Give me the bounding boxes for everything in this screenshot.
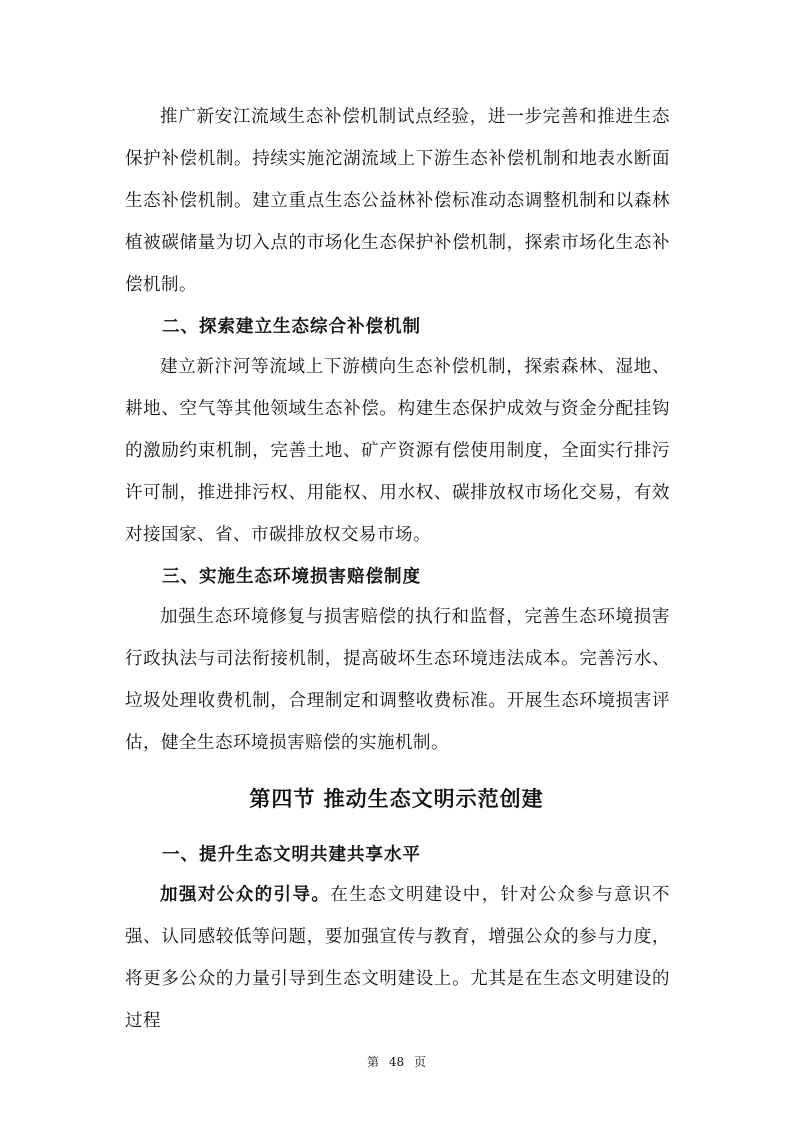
paragraph-eco-compensation-pilot: 推广新安江流域生态补偿机制试点经验，进一步完善和推进生态保护补偿机制。持续实施沱湖流域上下游生态补偿机制和地表水断面生态补偿机制。建立重点生态公益林补偿标准动态调整机制和以森林植被碳储量为切入点的市场化生态保护补偿机制，探索市场化生态补偿机制。 (125, 107, 670, 295)
page-footer (0, 1054, 793, 1070)
footer-suffix: 页 (413, 1055, 426, 1069)
paragraph-public-guidance (125, 874, 670, 1042)
paragraph-lead-text: 加强对公众的引导。 (160, 885, 331, 905)
paragraph-damage-compensation: 加强生态环境修复与损害赔偿的执行和监督，完善生态环境损害行政执法与司法衔接机制，提高破坏生态环境违法成本。完善污水、垃圾处理收费机制，合理制定和调整收费标准。开展生态环境损害评估，健全生态环境损害赔偿的实施机制。 (125, 607, 670, 753)
page-number: 48 (388, 1055, 405, 1069)
footer-prefix: 第 (367, 1055, 380, 1069)
paragraph-body-text: 在生态文明建设中，针对公众参与意识不强、认同感较低等问题，要加强宣传与教育，增强公众的参与力度，将更多公众的力量引导到生态文明建设上。尤其是在生态文明建设的过程 (125, 885, 671, 1031)
paragraph-comprehensive-compensation: 建立新汴河等流域上下游横向生态补偿机制，探索森林、湿地、耕地、空气等其他领域生态补偿。构建生态保护成效与资金分配挂钩的激励约束机制，完善土地、矿产资源有偿使用制度，全面实行排污许可制，推进排污权、用能权、用水权、碳排放权市场化交易，有效对接国家、省、市碳排放权交易市场。 (125, 357, 670, 545)
heading-comprehensive-compensation: 二、探索建立生态综合补偿机制 (162, 317, 421, 337)
heading-co-construction: 一、提升生态文明共建共享水平 (162, 845, 421, 865)
section-title: 第四节 推动生态文明示范创建 (249, 786, 544, 811)
heading-damage-compensation: 三、实施生态环境损害赔偿制度 (162, 567, 421, 587)
